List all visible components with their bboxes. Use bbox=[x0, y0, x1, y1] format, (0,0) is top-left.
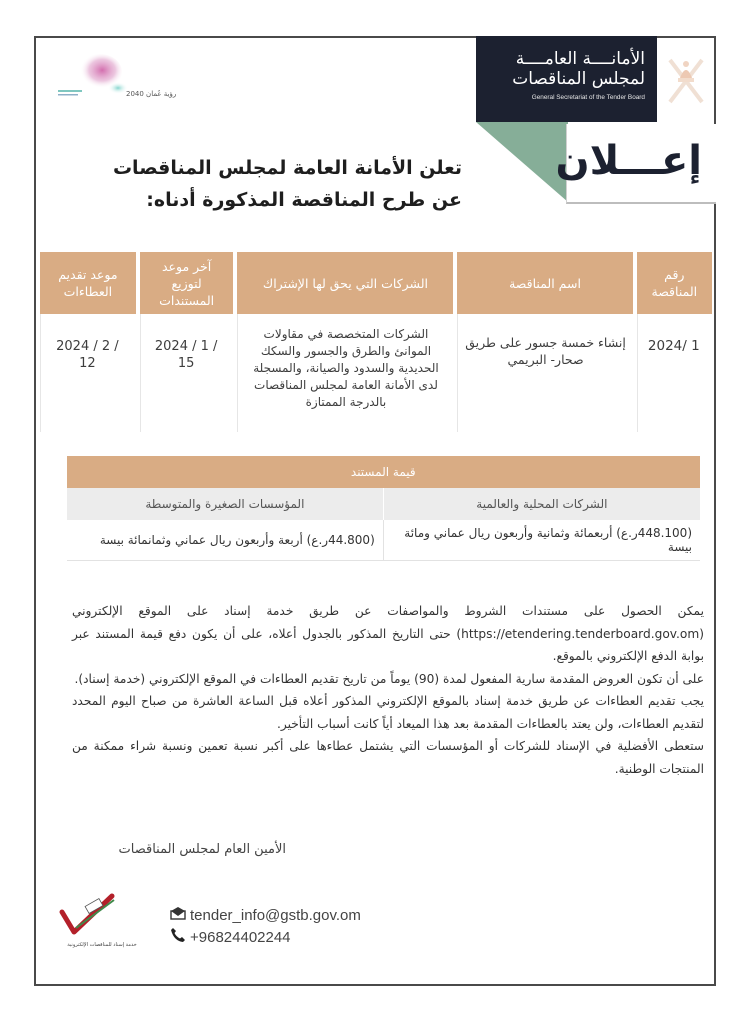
header-tender-number: رقم المناقصة bbox=[637, 252, 712, 314]
esnad-logo-caption: خدمة إسناد للمناقصات الإلكترونية bbox=[67, 942, 137, 948]
header-submission-date: موعد تقديم العطاءات bbox=[40, 252, 136, 314]
body-paragraph-1-part-b: حتى التاريخ المذكور بالجدول أعلاه، على أن يكون دفع قيمة المستند عبر بوابة الدفع الإلكتروني بالموقع. bbox=[72, 626, 704, 663]
envelope-icon bbox=[170, 906, 190, 924]
intro-line-1: تعلن الأمانة العامة لمجلس المناقصات bbox=[112, 157, 462, 179]
document-fee-table bbox=[66, 456, 700, 561]
body-paragraph-4: ستعطى الأفضلية في الإسناد للشركات أو المؤسسات التي يشتمل عطاءها على أكبر نسبة تعمين ونسبة شراء ممكنة من المنتجات الوطنية. bbox=[72, 739, 704, 776]
body-paragraph-3: يجب تقديم العطاءات عن طريق خدمة إسناد بالموقع الإلكتروني المذكور أعلاه قبل الساعة العاشرة من صباح اليوم المحدد لتقديم العطاءات، ولن يعتد بالعطاءات المقدمة بعد هذا الميعاد أياً كانت أسباب التأخير. bbox=[72, 694, 704, 731]
header-tender-name: اسم المناقصة bbox=[457, 252, 632, 314]
vision-logo-text: رؤية عُمان 2040 bbox=[126, 90, 177, 98]
table-row bbox=[40, 314, 712, 432]
etendering-link[interactable]: (https://etendering.tenderboard.gov.om) bbox=[456, 626, 704, 641]
doc-deadline: 2024 / 1 / 15 bbox=[140, 314, 234, 432]
org-name-line1: الأمانــــة العامــــة bbox=[515, 49, 645, 69]
announcement-title: إعـــلان bbox=[555, 138, 702, 184]
eligible-companies: الشركات المتخصصة في مقاولات الموانئ والطرق والجسور والسكك الحديدية والسدود والصيانة، والمسجلة لدى الأمانة العامة لمجلس المناقصات بالدرجة الممتازة bbox=[237, 314, 453, 432]
oman-emblem-icon bbox=[660, 40, 712, 120]
email-row bbox=[170, 904, 361, 926]
org-header-block bbox=[476, 36, 657, 122]
intro-line-2: عن طرح المناقصة المذكورة أدناه: bbox=[146, 189, 462, 211]
announcement-body bbox=[72, 600, 704, 780]
tender-name: إنشاء خمسة جسور على طريق صحار- البريمي bbox=[457, 314, 632, 432]
phone-row bbox=[170, 926, 361, 948]
body-paragraph-1-part-a: يمكن الحصول على مستندات الشروط والمواصفات عن طريق خدمة إسناد على الموقع الإلكتروني bbox=[72, 604, 704, 618]
header-doc-deadline: آخر موعد لتوزيع المستندات bbox=[140, 252, 234, 314]
contact-info bbox=[170, 904, 361, 948]
org-name-line2: لمجلس المناقصات bbox=[512, 69, 645, 89]
esnad-logo bbox=[52, 888, 152, 950]
announcement-label-box bbox=[555, 124, 716, 204]
signature-title: الأمين العام لمجلس المناقصات bbox=[118, 842, 286, 857]
submission-date: 2024 / 2 / 12 bbox=[40, 314, 136, 432]
contact-phone[interactable]: +96824402244 bbox=[190, 928, 291, 946]
oman-vision-logo bbox=[52, 50, 177, 110]
fee-value-local-intl: (448.100ر.ع) أربعمائة وثمانية وأربعون ريال عماني ومائة بيسة bbox=[383, 520, 700, 561]
intro-text bbox=[113, 152, 462, 216]
org-name-english: General Secretariat of the Tender Board bbox=[531, 94, 645, 101]
fee-value-sme: (44.800ر.ع) أربعة وأربعون ريال عماني وثمانمائة بيسة bbox=[67, 520, 384, 561]
tender-table bbox=[36, 252, 716, 432]
contact-email[interactable]: tender_info@gstb.gov.om bbox=[190, 906, 361, 924]
phone-icon bbox=[170, 927, 190, 947]
fee-col-local-intl: الشركات المحلية والعالمية bbox=[383, 488, 700, 520]
tender-table-header-row bbox=[40, 252, 712, 314]
fee-col-sme: المؤسسات الصغيرة والمتوسطة bbox=[67, 488, 384, 520]
body-paragraph-1 bbox=[72, 600, 704, 668]
fee-table-caption: قيمة المستند bbox=[67, 456, 701, 488]
tender-number: 2024/ 1 bbox=[637, 314, 712, 432]
header-eligible-companies: الشركات التي يحق لها الإشتراك bbox=[237, 252, 453, 314]
body-paragraph-2: على أن تكون العروض المقدمة سارية المفعول لمدة (90) يوماً من تاريخ تقديم العطاءات في الموقع الإلكتروني (خدمة إسناد). bbox=[74, 671, 704, 686]
